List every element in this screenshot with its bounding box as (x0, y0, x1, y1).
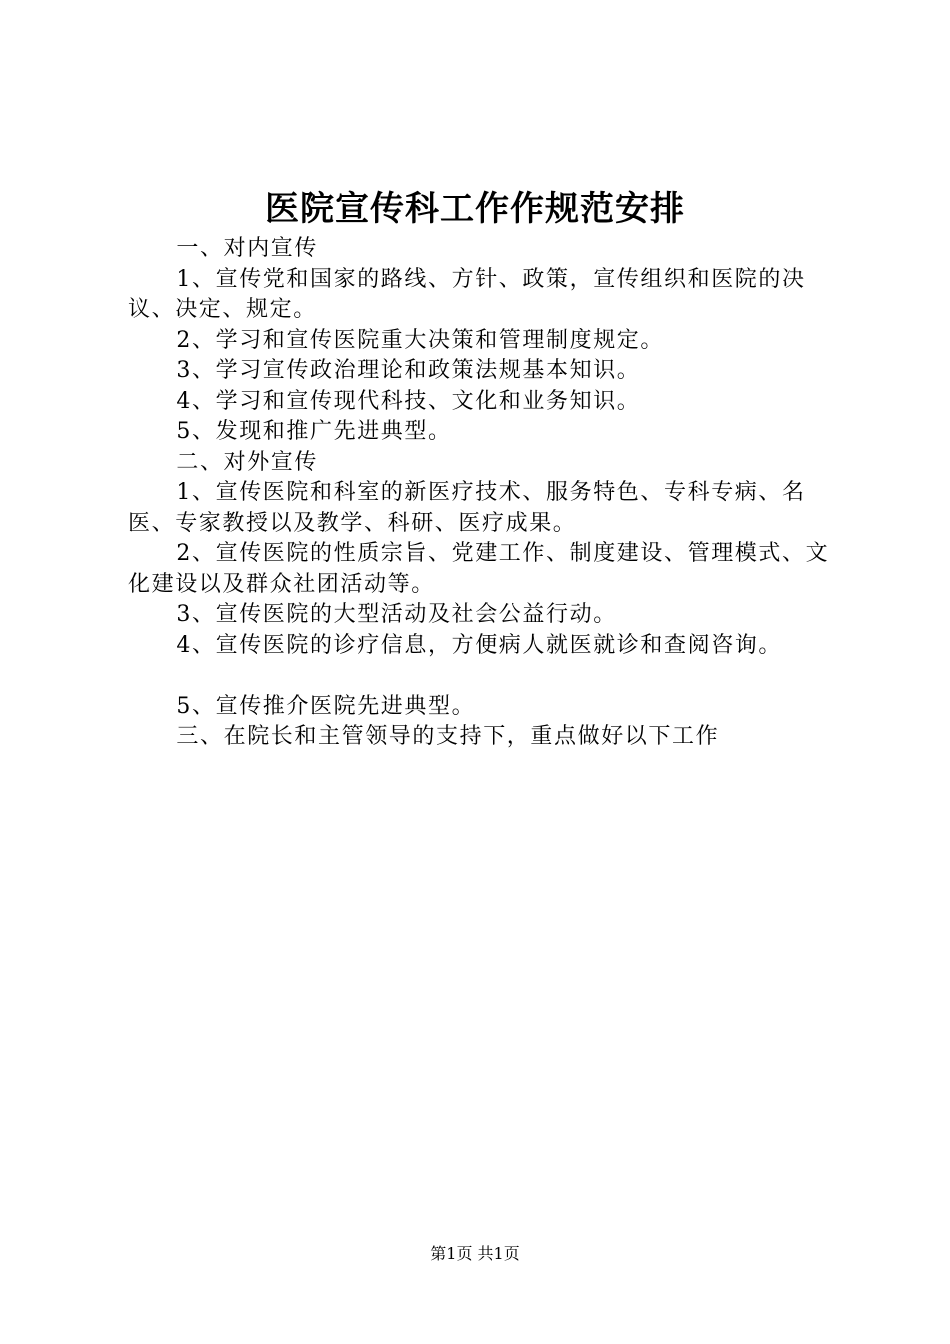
section-heading-internal: 一、对内宣传 (176, 236, 318, 261)
paragraph-internal-1: 1、宣传党和国家的路线、方针、政策，宣传组织和医院的决议、决定、规定。 (128, 266, 806, 322)
paragraph-external-5: 5、宣传推介医院先进典型。 (176, 693, 476, 719)
paragraph-external-3: 3、宣传医院的大型活动及社会公益行动。 (176, 602, 617, 627)
paragraph-internal-4: 4、学习和宣传现代科技、文化和业务知识。 (176, 388, 641, 414)
paragraph-external-4: 4、宣传医院的诊疗信息，方便病人就医就诊和查阅咨询。 (176, 632, 782, 658)
paragraph-internal-5: 5、发现和推广先进典型。 (176, 419, 452, 444)
section-heading-key-work: 三、在院长和主管领导的支持下，重点做好以下工作 (176, 724, 720, 749)
section-heading-external: 二、对外宣传 (176, 449, 318, 475)
paragraph-external-1: 1、宣传医院和科室的新医疗技术、服务特色、专科专病、名医、专家教授以及教学、科研、医疗成果。 (128, 480, 806, 536)
paragraph-internal-3: 3、学习宣传政治理论和政策法规基本知识。 (176, 358, 641, 383)
page-footer: 第1页 共1页 (430, 1244, 520, 1263)
document-body (128, 234, 852, 753)
document-title: 医院宣传科工作作规范安排 (265, 189, 685, 229)
paragraph-external-2: 2、宣传医院的性质宗旨、党建工作、制度建设、管理模式、文化建设以及群众社团活动等。 (128, 541, 830, 597)
paragraph-internal-2: 2、学习和宣传医院重大决策和管理制度规定。 (176, 327, 664, 353)
